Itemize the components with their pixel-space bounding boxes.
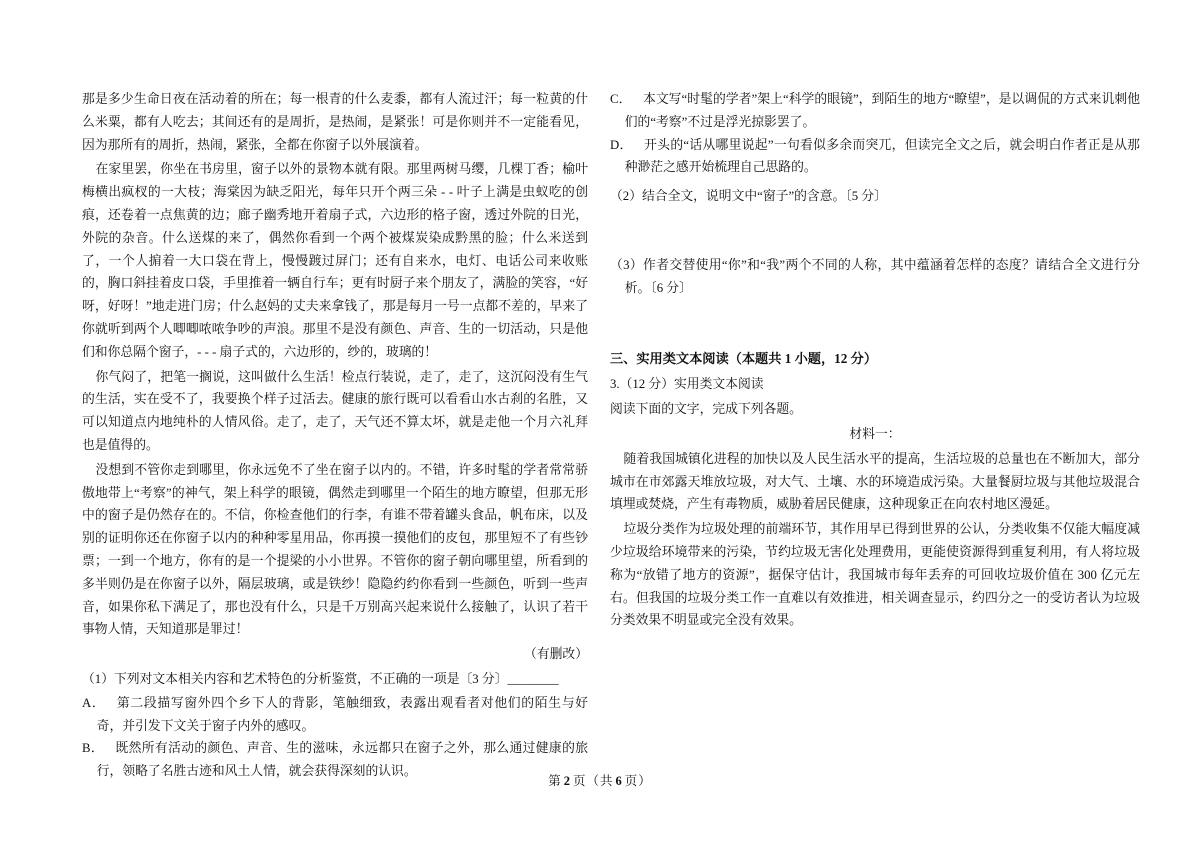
right-column <box>610 88 1140 783</box>
item-3-title: 3.（12 分）实用类文本阅读 <box>610 377 764 392</box>
option-d-label: D． <box>610 137 633 152</box>
material-paragraph-2: 垃圾分类作为垃圾处理的前端环节，其作用早已得到世界的公认，分类收集不仅能大幅度减少垃圾给环境带来的污染，节约垃圾无害化处理费用，更能使资源得到重复利用，有人将垃圾称为“放错了地方的资源”，据保守估计，我国城市每年丢弃的可回收垃圾价值在 300 亿元左右。但我国的垃圾分类工作一直难以有效推进，相关调查显示，约四分之一的受访者认为垃圾分类效果不明显或完全没有效果。 <box>610 522 1140 628</box>
question-2: （2）结合全文，说明文中“窗子”的含意。〔5 分〕 <box>610 189 887 204</box>
two-column-layout <box>82 88 1140 783</box>
option-a-label: A． <box>82 695 106 710</box>
question-3: （3）作者交替使用“你”和“我”两个不同的人称，其中蕴涵着怎样的态度？请结合全文进行分析。〔6 分〕 <box>610 257 1140 295</box>
material-1-label: 材料一： <box>849 426 901 441</box>
left-column <box>82 88 588 783</box>
footer-prefix: 第 <box>548 774 562 788</box>
question-1: （1）下列对文本相关内容和艺术特色的分析鉴赏，不正确的一项是〔3 分〕________ <box>82 671 559 686</box>
total-pages: 6 <box>615 774 623 788</box>
passage-paragraph-2: 在家里罢，你坐在书房里，窗子以外的景物本就有限。那里两树马缨，几棵丁香；榆叶梅横出疯杈的一大枝；海棠因为缺乏阳光，每年只开个两三朵 - - 叶子上满是虫蚁吃的创痕，还卷着一点焦黄的边；廊子幽秀地开着扇子式，六边形的格子窗，透过外院的日光，外院的杂音。什么送煤的来了，偶然你看到一个两个被煤炭染成黔黑的脸；什么米送到了，一个人掮着一大口袋在背上，慢慢踱过屏门；还有自来水，电灯、电话公司来收账的，胸口斜挂着皮口袋，手里推着一辆自行车；更有时厨子来个朋友了，满脸的笑容，“好呀，好呀！”地走进门房；什么赵妈的丈夫来拿钱了，那是每月一号一点都不差的，早来了你就听到两个人唧唧哝哝争吵的声浪。那里不是没有颜色、声音、生的一切活动，只是他们和你总隔个窗子，- - - 扇子式的，六边形的，纱的，玻璃的！ <box>82 162 588 359</box>
page-number: 2 <box>563 774 571 788</box>
passage-credit: （有删改） <box>524 647 588 662</box>
option-d <box>610 134 1140 180</box>
option-c-text: 本文写“时髦的学者”架上“科学的眼镜”，到陌生的地方“瞭望”，是以调侃的方式来讥刺他们的“考察”不过是浮光掠影罢了。 <box>624 92 1140 129</box>
option-c <box>610 88 1140 134</box>
option-a <box>82 692 588 738</box>
passage-paragraph-4: 没想到不管你走到哪里，你永远免不了坐在窗子以内的。不错，许多时髦的学者常常骄傲地带上“考察”的神气，架上科学的眼镜，偶然走到哪里一个陌生的地方瞭望，但那无形中的窗子是仍然存在的。不信，你检查他们的行李，有谁不带着罐头食品，帆布床，以及别的证明你还在你窗子以内的种种零星用品，你再摸一摸他们的皮包，那里短不了有些钞票；一到一个地方，你有的是一个提梁的小小世界。不管你的窗子朝向哪里望，所看到的多半则仍是在你窗子以外，隔层玻璃，或是铁纱！隐隐约约你看到一些颜色，听到一些声音，如果你私下满足了，那也没有什么，只是千万别高兴起来说什么接触了，认识了若干事物人情，天知道那是罪过！ <box>82 462 588 637</box>
passage-paragraph-1: 那是多少生命日夜在活动着的所在；每一根青的什么麦黍，都有人流过汗；每一粒黄的什么米粟，都有人吃去；其间还有的是周折，是热闹，是紧张！可是你则并不一定能看见，因为那所有的周折，热闹，紧张，全都在你窗子以外展演着。 <box>82 92 588 152</box>
option-b-label: B． <box>82 741 105 756</box>
footer-suffix: 页） <box>624 774 652 788</box>
reading-instruction: 阅读下面的文字，完成下列各题。 <box>610 402 802 417</box>
material-1-body <box>610 448 1140 632</box>
option-d-text: 开头的“话从哪里说起”一句看似多余而突兀，但读完全文之后，就会明白作者正是从那种渺茫之感开始梳理自己思路的。 <box>624 137 1140 175</box>
section-3-heading: 三、实用类文本阅读（本题共 1 小题，12 分） <box>610 350 878 366</box>
option-a-text: 第二段描写窗外四个乡下人的背影，笔触细致，表露出观看者对他们的陌生与好奇，并引发下文关于窗子内外的感叹。 <box>96 695 588 733</box>
passage-paragraph-3: 你气闷了，把笔一搁说，这叫做什么生活！检点行装说，走了，走了，这沉闷没有生气的生活，实在受不了，我要换个样子过活去。健康的旅行既可以看看山水古刹的名胜，又可以知道点内地纯朴的人情风俗。走了，走了，天气还不算太坏，就是走他一个月六礼拜也是值得的。 <box>82 369 588 452</box>
material-paragraph-1: 随着我国城镇化进程的加快以及人民生活水平的提高，生活垃圾的总量也在不断加大，部分城市在市郊露天堆放垃圾，对大气、土壤、水的环境造成污染。大量餐厨垃圾与其他垃圾混合填埋或焚烧，产生有毒物质，威胁着居民健康，这种现象正在向农村地区漫延。 <box>610 451 1140 512</box>
option-b-text: 既然所有活动的颜色、声音、生的滋味，永远都只在窗子之外，那么通过健康的旅行，领略了名胜古迹和风土人情，就会获得深刻的认识。 <box>96 741 588 779</box>
option-c-label: C． <box>610 92 632 106</box>
page-footer <box>0 771 1200 789</box>
footer-middle: 页（共 <box>572 774 614 788</box>
